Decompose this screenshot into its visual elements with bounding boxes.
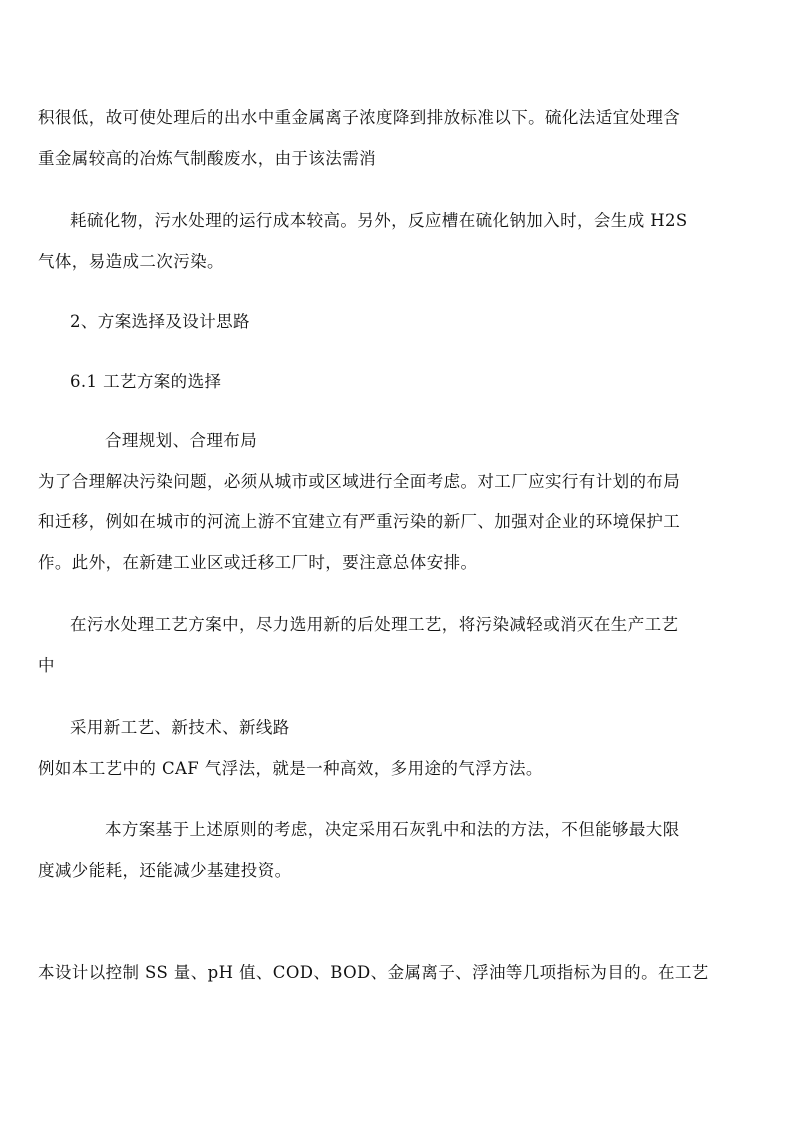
paragraph-line: 和迁移，例如在城市的河流上游不宜建立有严重污染的新厂、加强对企业的环境保护工 bbox=[38, 512, 681, 531]
paragraph-line: 本设计以控制 SS 量、pH 值、COD、BOD、金属离子、浮油等几项指标为目的。在工艺 bbox=[38, 963, 709, 982]
paragraph-line: 在污水处理工艺方案中，尽力选用新的后处理工艺，将污染减轻或消灭在生产工艺 bbox=[70, 615, 679, 634]
paragraph-line: 度减少能耗，还能减少基建投资。 bbox=[38, 861, 292, 880]
paragraph-line: 为了合理解决污染问题，必须从城市或区域进行全面考虑。对工厂应实行有计划的布局 bbox=[38, 472, 681, 491]
paragraph-line: 例如本工艺中的 CAF 气浮法，就是一种高效，多用途的气浮方法。 bbox=[38, 759, 543, 778]
subsection-heading: 6.1 工艺方案的选择 bbox=[70, 372, 222, 391]
principle-heading: 合理规划、合理布局 bbox=[105, 431, 258, 450]
paragraph-line: 重金属较高的冶炼气制酸废水，由于该法需消 bbox=[38, 149, 376, 168]
paragraph-line: 作。此外，在新建工业区或迁移工厂时，要注意总体安排。 bbox=[38, 553, 478, 572]
paragraph-line: 本方案基于上述原则的考虑，决定采用石灰乳中和法的方法，不但能够最大限 bbox=[105, 820, 680, 839]
paragraph-line: 积很低，故可使处理后的出水中重金属离子浓度降到排放标准以下。硫化法适宜处理含 bbox=[38, 108, 681, 127]
paragraph-line: 耗硫化物，污水处理的运行成本较高。另外，反应槽在硫化钠加入时，会生成 H2S bbox=[70, 211, 688, 230]
paragraph-line: 气体，易造成二次污染。 bbox=[38, 252, 224, 271]
section-heading: 2、方案选择及设计思路 bbox=[70, 312, 250, 331]
principle-heading: 采用新工艺、新技术、新线路 bbox=[70, 718, 290, 737]
paragraph-line: 中 bbox=[38, 656, 55, 675]
